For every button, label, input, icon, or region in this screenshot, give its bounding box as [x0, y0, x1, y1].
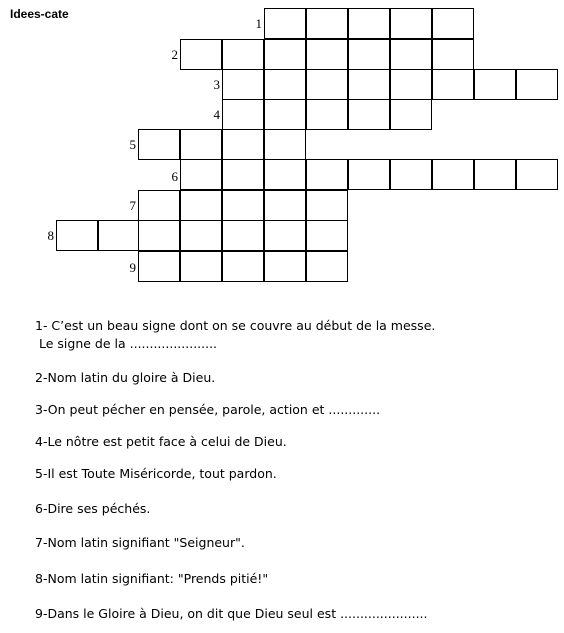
row-number: 6: [171, 169, 178, 184]
crossword-cell[interactable]: [56, 220, 98, 251]
crossword-cell[interactable]: [264, 220, 306, 251]
crossword-cell[interactable]: [348, 99, 390, 130]
clue-8: 8-Nom latin signifiant: "Prends pitié!": [35, 571, 269, 586]
crossword-cell[interactable]: [390, 39, 432, 70]
crossword-cell[interactable]: [306, 99, 348, 130]
crossword-cell[interactable]: [264, 69, 306, 100]
crossword-cell[interactable]: [222, 220, 264, 251]
crossword-cell[interactable]: [474, 69, 516, 100]
crossword-cell[interactable]: [98, 220, 140, 251]
crossword-cell[interactable]: [138, 251, 180, 282]
crossword-cell[interactable]: [306, 8, 348, 39]
crossword-cell[interactable]: [222, 129, 264, 160]
crossword-cell[interactable]: [390, 8, 432, 39]
crossword-cell[interactable]: [306, 251, 348, 282]
crossword-cell[interactable]: [432, 69, 474, 100]
clue-text-continued: Le signe de la ......................: [39, 336, 218, 351]
crossword-cell[interactable]: [138, 190, 180, 221]
crossword-cell[interactable]: [264, 159, 306, 190]
row-number: 1: [255, 16, 262, 31]
crossword-cell[interactable]: [516, 69, 558, 100]
crossword-cell[interactable]: [474, 159, 516, 190]
crossword-cell[interactable]: [138, 220, 180, 251]
crossword-cell[interactable]: [348, 159, 390, 190]
clue-5: 5-Il est Toute Miséricorde, tout pardon.: [35, 466, 277, 481]
crossword-cell[interactable]: [264, 129, 306, 160]
crossword-cell[interactable]: [264, 39, 306, 70]
crossword-cell[interactable]: [264, 190, 306, 221]
crossword-cell[interactable]: [306, 220, 348, 251]
crossword-cell[interactable]: [516, 159, 558, 190]
row-number: 7: [129, 198, 136, 213]
crossword-cell[interactable]: [180, 220, 222, 251]
crossword-cell[interactable]: [390, 159, 432, 190]
crossword-cell[interactable]: [180, 251, 222, 282]
crossword-cell[interactable]: [264, 8, 306, 39]
row-number: 5: [129, 137, 136, 152]
row-number: 3: [213, 77, 220, 92]
crossword-cell[interactable]: [222, 99, 264, 130]
crossword-cell[interactable]: [306, 39, 348, 70]
row-number: 8: [47, 228, 54, 243]
row-number: 9: [129, 260, 136, 275]
row-number: 4: [213, 107, 220, 122]
row-number: 2: [171, 47, 178, 62]
crossword-cell[interactable]: [432, 8, 474, 39]
crossword-cell[interactable]: [306, 69, 348, 100]
clue-4: 4-Le nôtre est petit face à celui de Dieu.: [35, 434, 287, 449]
clue-6: 6-Dire ses péchés.: [35, 501, 151, 516]
crossword-cell[interactable]: [222, 190, 264, 221]
clue-9: 9-Dans le Gloire à Dieu, on dit que Dieu seul est ......................: [35, 606, 428, 621]
clue-3: 3-On peut pécher en pensée, parole, action et .............: [35, 402, 381, 417]
crossword-cell[interactable]: [348, 69, 390, 100]
site-brand: Idees-cate: [10, 7, 69, 21]
crossword-cell[interactable]: [222, 39, 264, 70]
crossword-cell[interactable]: [222, 69, 264, 100]
crossword-cell[interactable]: [348, 39, 390, 70]
crossword-cell[interactable]: [180, 190, 222, 221]
clue-2: 2-Nom latin du gloire à Dieu.: [35, 370, 216, 385]
crossword-cell[interactable]: [180, 159, 222, 190]
crossword-cell[interactable]: [432, 159, 474, 190]
clue-text: 1- C’est un beau signe dont on se couvre au début de la messe.: [35, 318, 436, 333]
crossword-cell[interactable]: [180, 129, 222, 160]
crossword-cell[interactable]: [222, 251, 264, 282]
crossword-cell[interactable]: [390, 69, 432, 100]
crossword-cell[interactable]: [306, 190, 348, 221]
clue-1: [35, 318, 435, 351]
crossword-cell[interactable]: [306, 159, 348, 190]
crossword-cell[interactable]: [222, 159, 264, 190]
clue-7: 7-Nom latin signifiant "Seigneur".: [35, 535, 245, 550]
crossword-cell[interactable]: [264, 251, 306, 282]
crossword-cell[interactable]: [180, 39, 222, 70]
crossword-cell[interactable]: [264, 99, 306, 130]
crossword-cell[interactable]: [390, 99, 432, 130]
crossword-cell[interactable]: [348, 8, 390, 39]
crossword-cell[interactable]: [138, 129, 180, 160]
crossword-cell[interactable]: [432, 39, 474, 70]
